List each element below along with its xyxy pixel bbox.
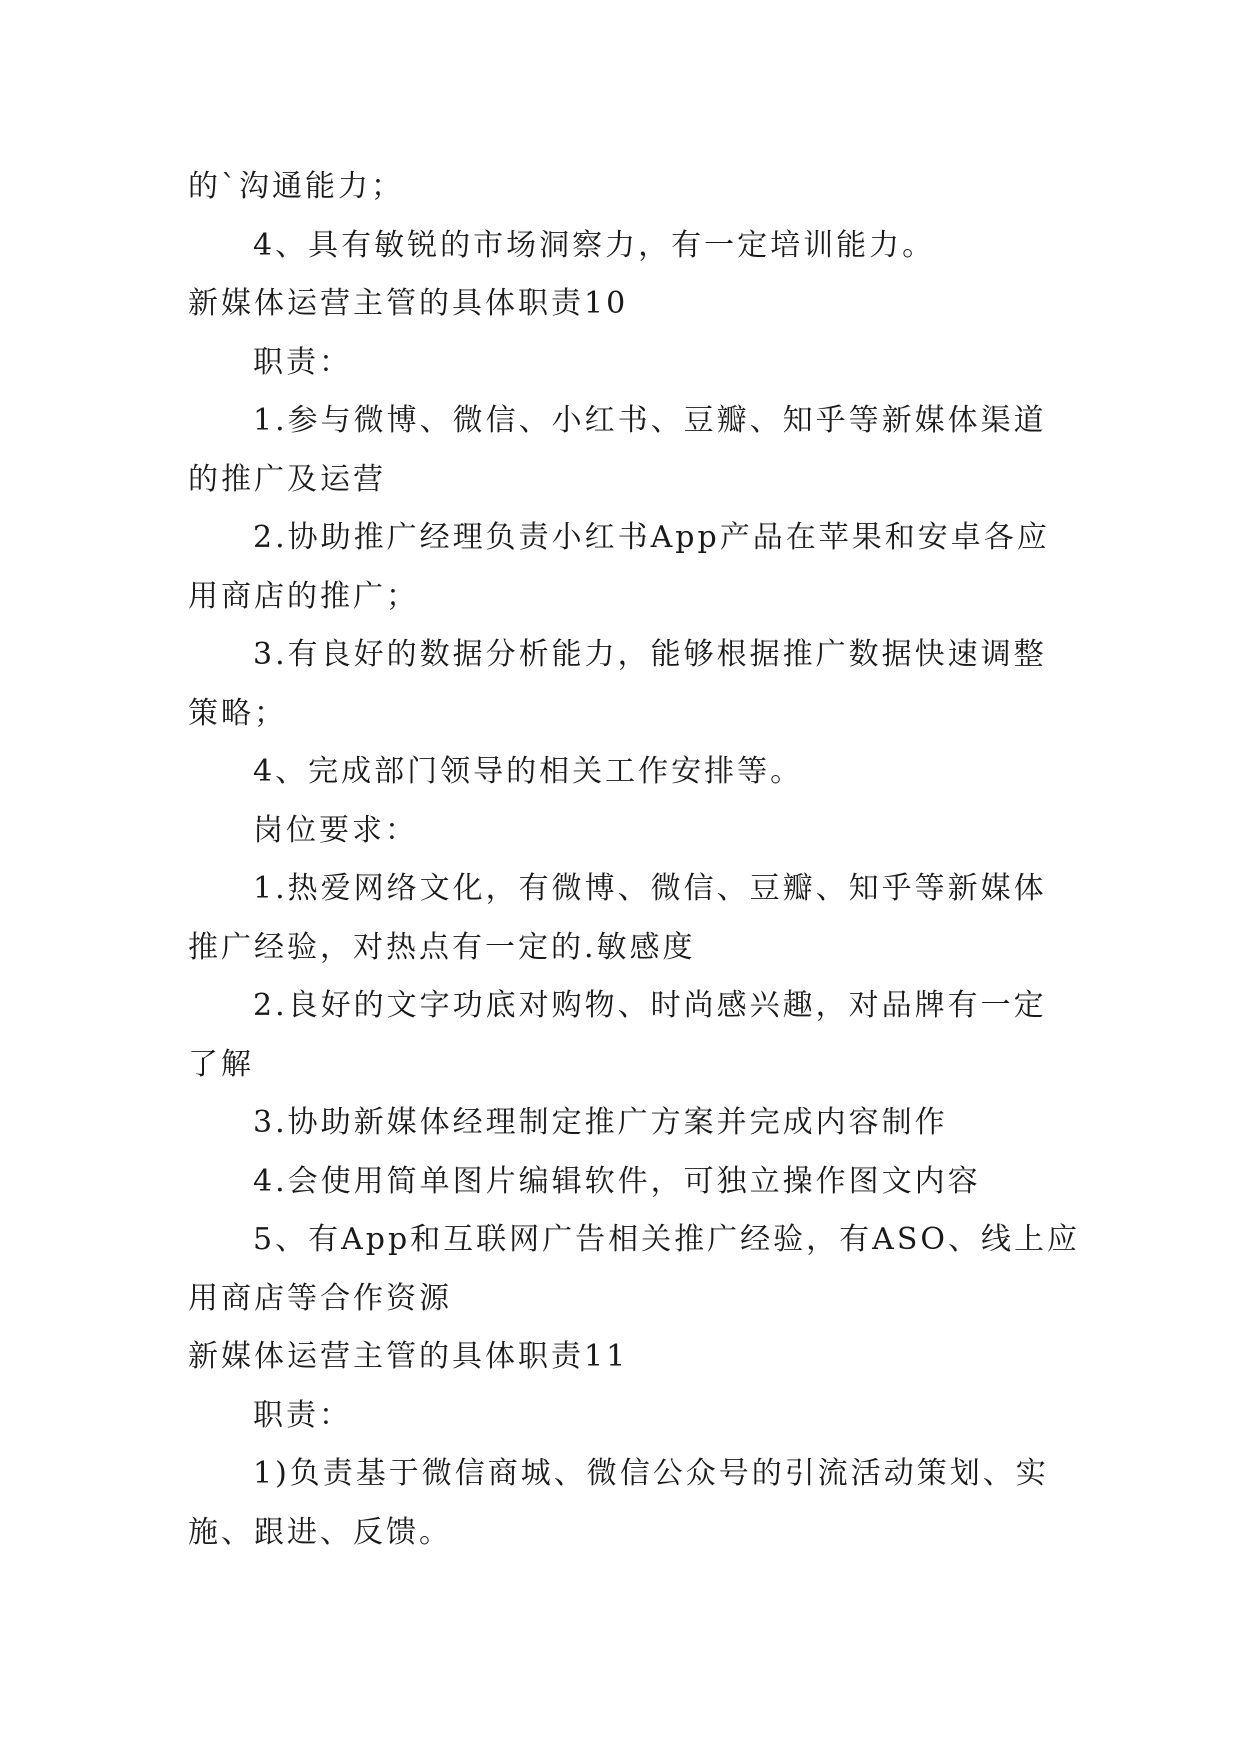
- text-line: 职责：: [253, 1397, 352, 1433]
- text-line: 岗位要求：: [253, 812, 418, 848]
- text-line: 2.协助推广经理负责小红书App产品在苹果和安卓各应: [253, 520, 1050, 555]
- text-line: 5、有App和互联网广告相关推广经验，有ASO、线上应: [253, 1222, 1080, 1257]
- section-heading: 新媒体运营主管的具体职责11: [188, 1339, 629, 1374]
- text-line: 施、跟进、反馈。: [188, 1514, 452, 1550]
- text-line: 1.参与微博、微信、小红书、豆瓣、知乎等新媒体渠道: [253, 403, 1047, 438]
- text-line: 3.协助新媒体经理制定推广方案并完成内容制作: [253, 1105, 948, 1140]
- text-line: 4、完成部门领导的相关工作安排等。: [253, 754, 804, 789]
- text-line: 的推广及运营: [188, 461, 386, 497]
- text-line: 4.会使用简单图片编辑软件，可独立操作图文内容: [253, 1163, 981, 1199]
- text-line: 4、具有敏锐的市场洞察力，有一定培训能力。: [253, 227, 936, 263]
- text-line: 的`沟通能力；: [188, 169, 404, 204]
- text-line: 2.良好的文字功底对购物、时尚感兴趣，对品牌有一定: [253, 988, 1047, 1023]
- text-line: 用商店等合作资源: [188, 1280, 452, 1316]
- text-line: 1.热爱网络文化，有微博、微信、豆瓣、知乎等新媒体: [253, 871, 1047, 906]
- text-line: 策略；: [188, 695, 287, 731]
- text-line: 用商店的推广；: [188, 578, 419, 614]
- document-body: [188, 158, 1080, 1562]
- text-line: 了解: [188, 1046, 254, 1082]
- text-line: 1)负责基于微信商城、微信公众号的引流活动策划、实: [253, 1456, 1049, 1491]
- text-line: 推广经验，对热点有一定的.敏感度: [188, 929, 696, 965]
- text-line: 职责：: [253, 344, 352, 380]
- text-line: 3.有良好的数据分析能力，能够根据推广数据快速调整: [253, 637, 1047, 672]
- section-heading: 新媒体运营主管的具体职责10: [188, 286, 629, 321]
